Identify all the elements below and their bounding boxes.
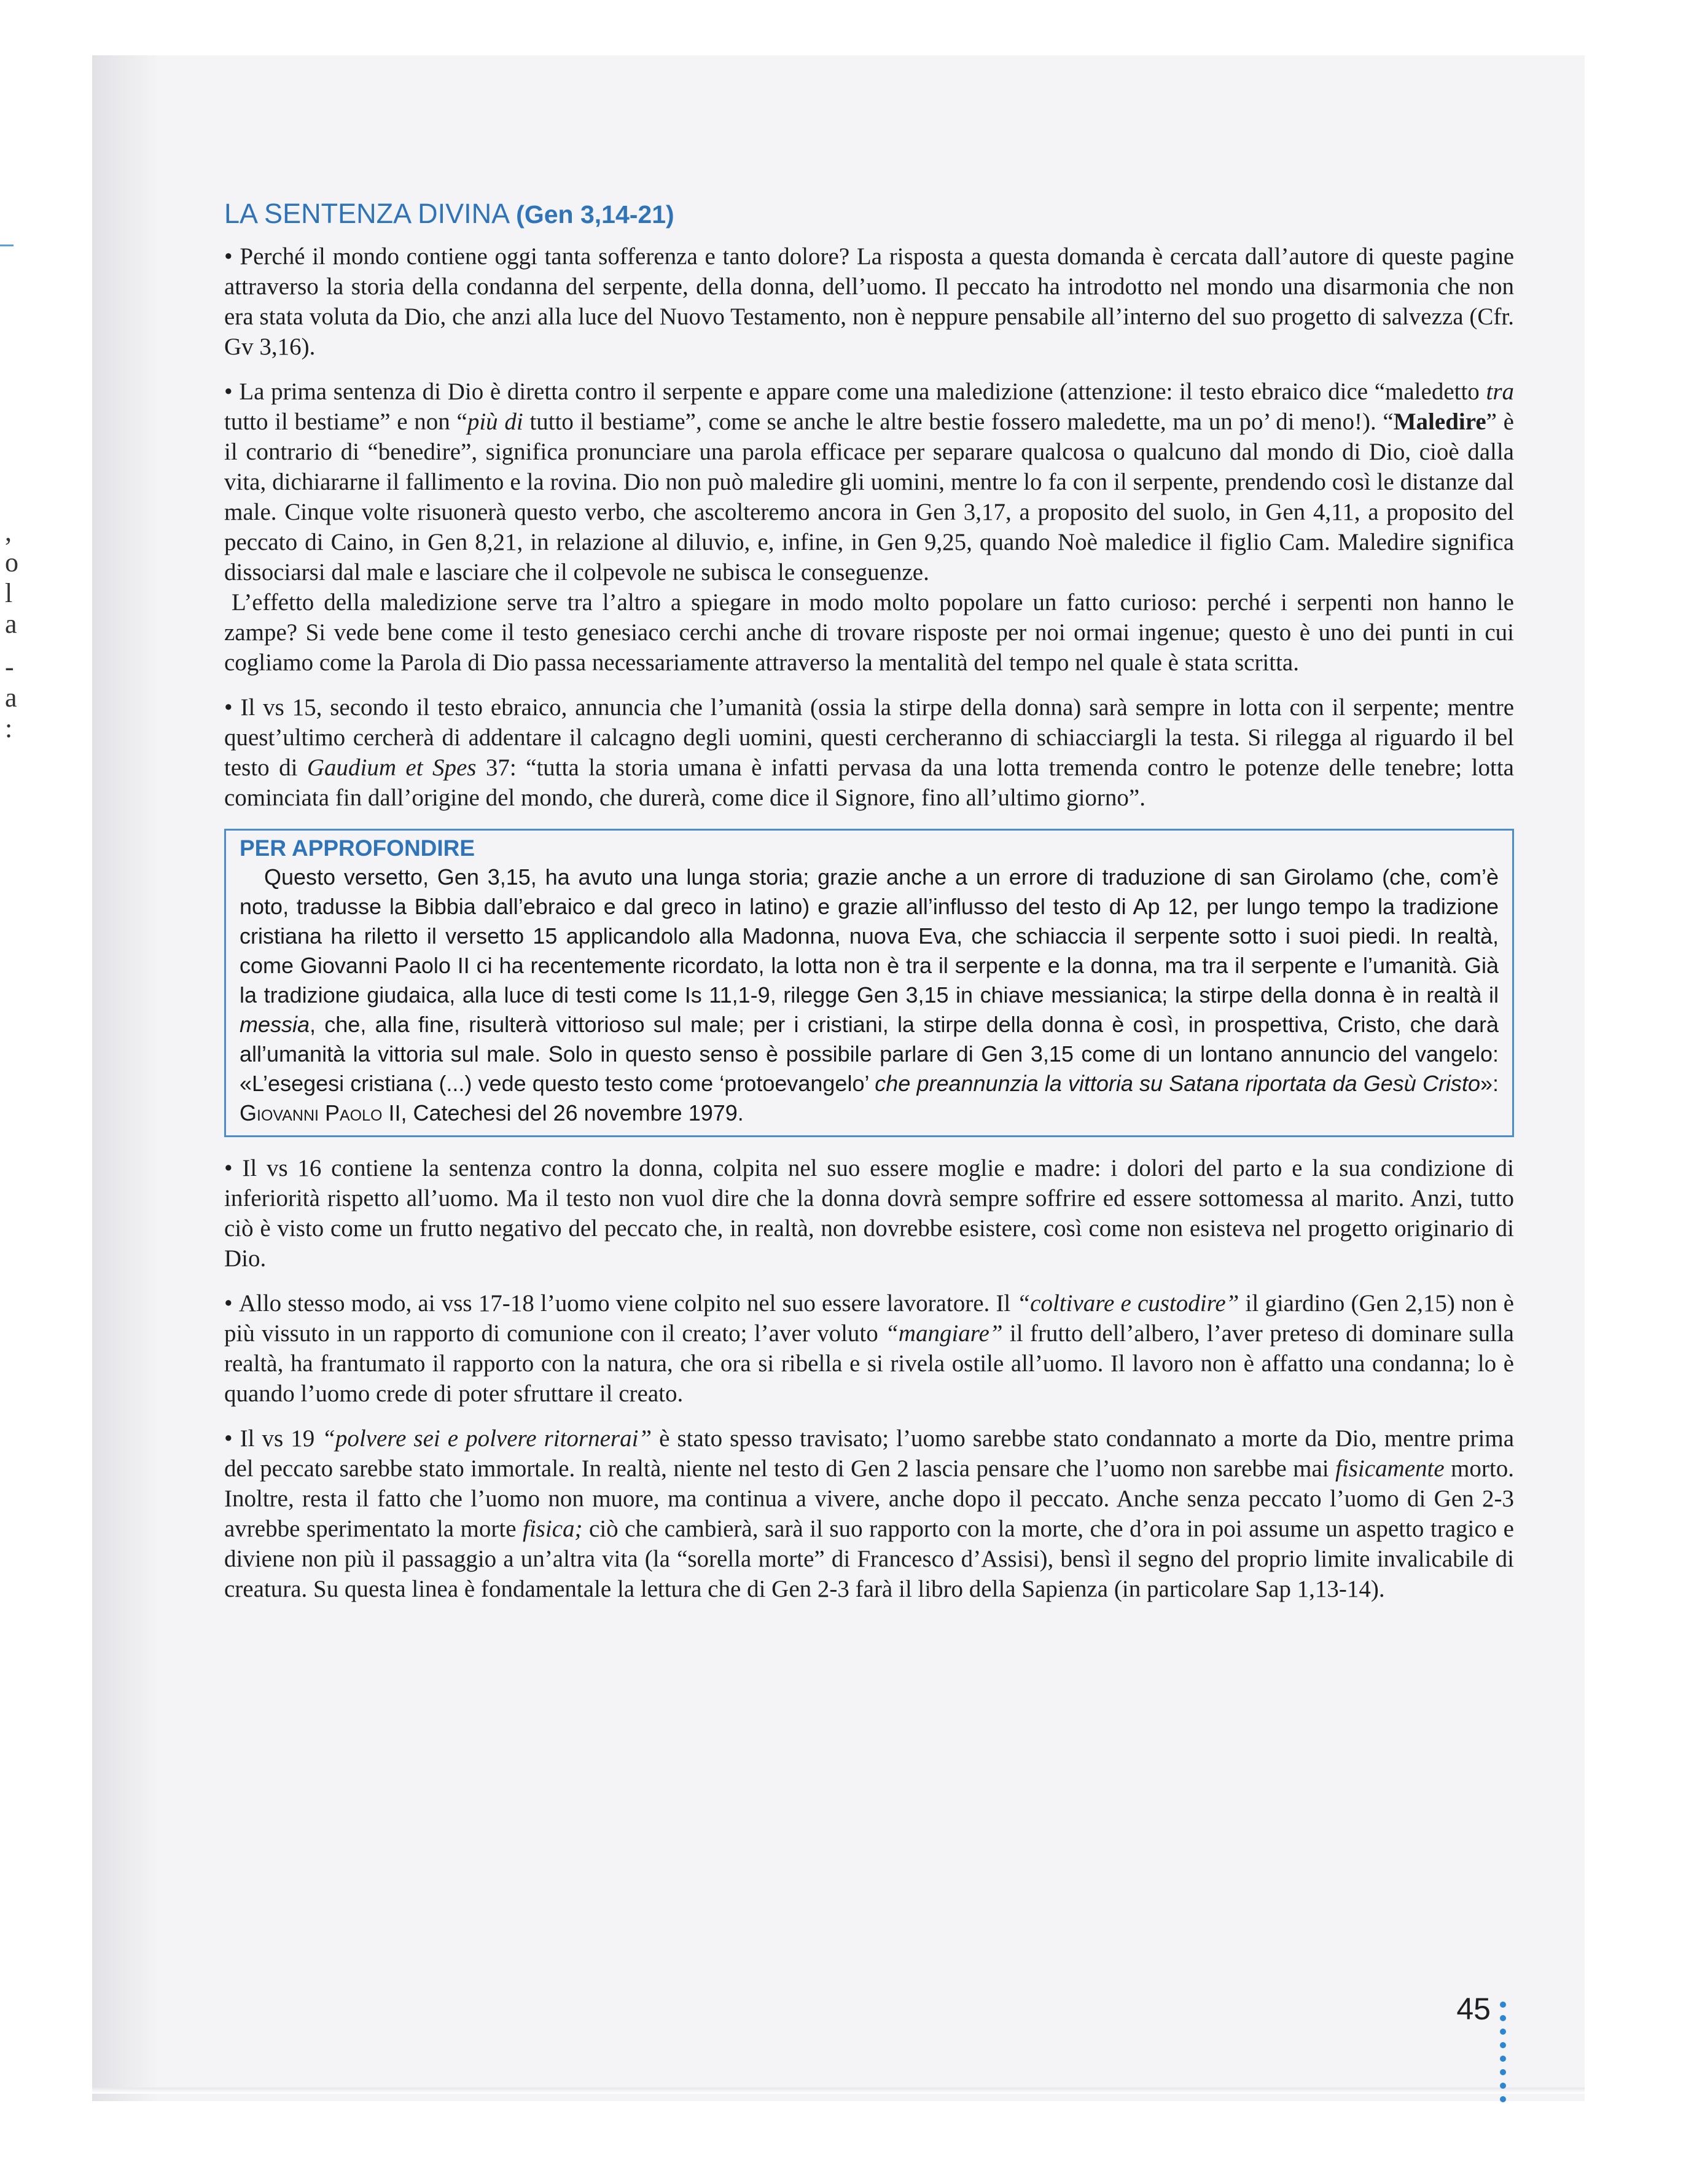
dot xyxy=(1500,2096,1506,2102)
margin-char: l xyxy=(5,578,13,608)
dot xyxy=(1500,2029,1506,2035)
previous-page-margin xyxy=(0,0,92,2184)
box-body: Questo versetto, Gen 3,15, ha avuto una lunga storia; grazie anche a un errore di traduzione di san Girolamo (che, com’è noto, tradusse la Bibbia dall’ebraico e dal greco in latino) e grazie all’influsso del testo di Ap 12, per lungo tempo la tradizione cristiana ha riletto il versetto 15 applicandolo alla Madonna, nuova Eva, che schiaccia il serpente sotto i suoi piedi. In realtà, come Giovanni Paolo II ci ha recentemente ricordato, la lotta non è tra il serpente e la donna, ma tra il serpente e l’umanità. Già la tradizione giudaica, alla luce di testi come Is 11,1-9, rilegge Gen 3,15 in chiave messianica; la stirpe della donna è in realtà il messia, che, alla fine, risulterà vittorioso sul male; per i cristiani, la stirpe della donna è così, in prospettiva, Cristo, che darà all’umanità la vittoria sul male. Solo in questo senso è possibile parlare di Gen 3,15 come di un lontano annuncio del vangelo: «L’esegesi cristiana (...) vede questo testo come ‘protoevangelo’ che preannunzia la vittoria su Satana riportata da Gesù Cristo»: Giovanni Paolo II, Catechesi del 26 novembre 1979. xyxy=(240,864,1499,1125)
section-title-ref: (Gen 3,14-21) xyxy=(516,200,674,229)
page-number: 45 xyxy=(1456,1992,1491,2026)
margin-dash xyxy=(0,245,14,246)
paragraph: • Il vs 19 “polvere sei e polvere ritornerai” è stato spesso travisato; l’uomo sarebbe stato condannato a morte da Dio, mentre prima del peccato sarebbe stato immortale. In realtà, niente nel testo di Gen 2 lascia pensare che l’uomo non sarebbe mai fisicamente morto. Inoltre, resta il fatto che l’uomo non muore, ma continua a vivere, anche dopo il peccato. Anche senza peccato l’uomo di Gen 2-3 avrebbe sperimentato la morte fisica; ciò che cambierà, sarà il suo rapporto con la morte, che d’ora in poi assume un aspetto tragico e diviene non più il passaggio a un’altra vita (la “sorella morte” di Francesco d’Assisi), bensì il segno del proprio limite invalicabile di creatura. Su questa linea è fondamentale la lettura che di Gen 2-3 farà il libro della Sapienza (in particolare Sap 1,13-14). xyxy=(224,1423,1514,1604)
dots-ornament xyxy=(1500,2002,1507,2110)
page-fold-shadow xyxy=(92,55,160,2101)
margin-char: a xyxy=(5,609,17,639)
paragraph: • Il vs 15, secondo il testo ebraico, annuncia che l’umanità (ossia la stirpe della donna) sarà sempre in lotta con il serpente; mentre quest’ultimo cercherà di addentare il calcagno degli uomini, questi cercheranno di schiacciargli la testa. Si rilegga al riguardo il bel testo di Gaudium et Spes 37: “tutta la storia umana è infatti pervasa da una lotta tremenda contro le potenze delle tenebre; lotta cominciata fin dall’origine del mondo, che durerà, come dice il Signore, fino all’ultimo giorno”. xyxy=(224,692,1514,813)
paragraph: • La prima sentenza di Dio è diretta contro il serpente e appare come una maledizione (attenzione: il testo ebraico dice “maledetto tra tutto il bestiame” e non “più di tutto il bestiame”, come se anche le altre bestie fossero maledette, ma un po’ di meno!). “Maledire” è il contrario di “benedire”, significa pronunciare una parola efficace per separare qualcosa o qualcuno dal mondo di Dio, cioè dalla vita, dichiararne il fallimento e la rovina. Dio non può maledire gli uomini, mentre lo fa con il serpente, prendendo così le distanze dal male. Cinque volte risuonerà questo verbo, che ascolteremo ancora in Gen 3,17, a proposito del suolo, in Gen 4,11, a proposito del peccato di Caino, in Gen 8,21, in relazione al diluvio, e, infine, in Gen 9,25, quando Noè maledice il figlio Cam. Maledire significa dissociarsi dal male e lasciare che il colpevole ne subisca le conseguenze. xyxy=(224,377,1514,587)
paragraph: • Allo stesso modo, ai vss 17-18 l’uomo viene colpito nel suo essere lavoratore. Il “coltivare e custodire” il giardino (Gen 2,15) non è più vissuto in un rapporto di comunione con il creato; l’aver voluto “mangiare” il frutto dell’albero, l’aver preteso di dominare sulla realtà, ha frantumato il rapporto con la natura, che ora si ribella e si rivela ostile all’uomo. Il lavoro non è affatto una condanna; lo è quando l’uomo crede di poter sfruttare il creato. xyxy=(224,1288,1514,1409)
margin-char: - xyxy=(5,652,14,682)
margin-char: o xyxy=(5,547,18,577)
dot xyxy=(1500,2015,1506,2021)
margin-char: a xyxy=(5,683,17,713)
dot xyxy=(1500,2042,1506,2048)
dot xyxy=(1500,2056,1506,2062)
dot xyxy=(1500,2069,1506,2075)
dot xyxy=(1500,2083,1506,2089)
page-content xyxy=(224,197,1514,1604)
sidebar-box xyxy=(224,829,1514,1137)
section-title-text: LA SENTENZA DIVINA xyxy=(224,198,509,229)
page-bottom-shadow xyxy=(92,2088,1585,2094)
paragraph: • Il vs 16 contiene la sentenza contro la donna, colpita nel suo essere moglie e madre: i dolori del parto e la sua condizione di inferiorità rispetto all’uomo. Ma il testo non vuol dire che la donna dovrà sempre soffrire ed essere sottomessa al marito. Anzi, tutto ciò è visto come un frutto negativo del peccato che, in realtà, non dovrebbe esistere, così come non esisteva nel progetto originario di Dio. xyxy=(224,1153,1514,1274)
margin-char: : xyxy=(5,713,13,743)
dot xyxy=(1500,2002,1506,2008)
section-title xyxy=(224,197,1514,232)
box-title: PER APPROFONDIRE xyxy=(240,836,475,861)
margin-char: , xyxy=(5,517,12,547)
paragraph: • Perché il mondo contiene oggi tanta sofferenza e tanto dolore? La risposta a questa domanda è cercata dall’autore di queste pagine attraverso la storia della condanna del serpente, della donna, dell’uomo. Il peccato ha introdotto nel mondo una disarmonia che non era stata voluta da Dio, che anzi alla luce del Nuovo Testamento, non è neppure pensabile all’interno del suo progetto di salvezza (Cfr. Gv 3,16). xyxy=(224,241,1514,362)
paragraph: L’effetto della maledizione serve tra l’altro a spiegare in modo molto popolare un fatto curioso: perché i serpenti non hanno le zampe? Si vede bene come il testo genesiaco cerchi anche di trovare risposte per noi ormai ingenue; questo è uno dei punti in cui cogliamo come la Parola di Dio passa necessariamente attraverso la mentalità del tempo nel quale è stata scritta. xyxy=(224,589,1514,676)
